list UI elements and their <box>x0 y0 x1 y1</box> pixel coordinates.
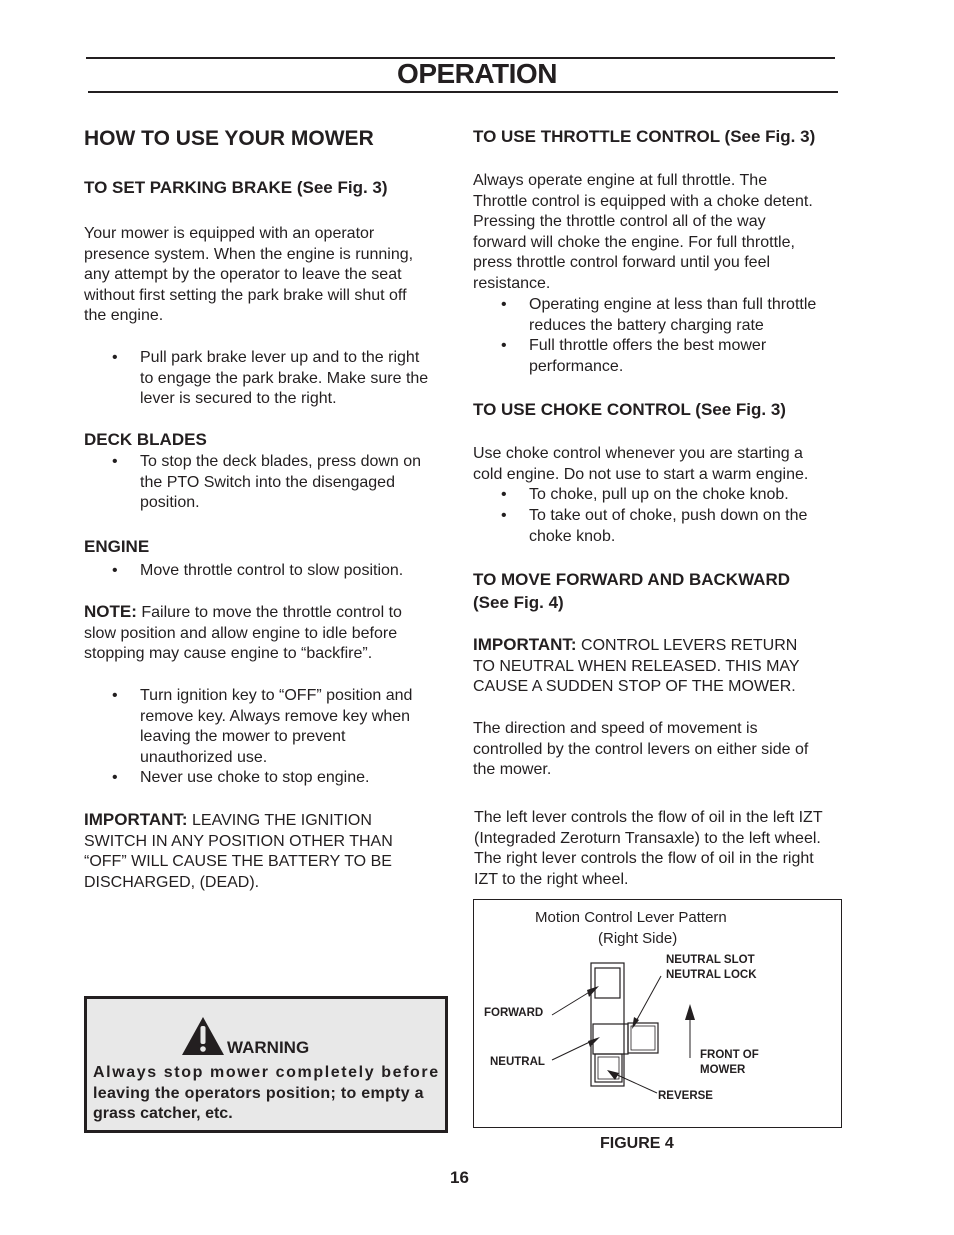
warning-text: Always stop mower completely before leaving the operators position; to empty a grass catcher, etc. <box>93 1064 440 1123</box>
figure-caption: FIGURE 4 <box>600 1135 674 1152</box>
lever-paragraph: The left lever controls the flow of oil in the left IZT (Integraded Zeroturn Transaxle) to the left wheel. The right lever controls the flow of oil in the right IZT to the right wheel. <box>474 809 823 888</box>
direction-paragraph: The direction and speed of movement is controlled by the control levers on either side of the mower. <box>473 720 809 779</box>
deck-blades-heading: DECK BLADES <box>84 430 207 449</box>
label-front-of-mower: FRONT OF MOWER <box>700 1049 759 1076</box>
parking-brake-paragraph: Your mower is equipped with an operator presence system. When the engine is running, any attempt by the operator to leave the seat without first setting the park brake will shut off the engine. <box>84 225 414 325</box>
throttle-heading: TO USE THROTTLE CONTROL (See Fig. 3) <box>473 127 816 146</box>
page-number: 16 <box>450 1168 469 1187</box>
header-bottom-rule <box>88 91 838 93</box>
note-paragraph: NOTE: Failure to move the throttle control to slow position and allow engine to idle before stopping may cause engine to “backfire”. <box>84 602 402 663</box>
throttle-paragraph: Always operate engine at full throttle. The Throttle control is equipped with a choke detent. Pressing the throttle control all of the way forward will choke the engine. For full throttle, press throttle control forward until you feel resistance. <box>473 172 813 292</box>
page-title: OPERATION <box>397 58 557 89</box>
label-neutral: NEUTRAL <box>490 1056 545 1068</box>
warning-box <box>84 996 448 1133</box>
label-forward: FORWARD <box>484 1007 544 1019</box>
label-reverse: REVERSE <box>658 1090 713 1102</box>
important-label-right: IMPORTANT: <box>473 635 577 654</box>
move-heading: TO MOVE FORWARD AND BACKWARD (See Fig. 4) <box>473 570 791 612</box>
parking-brake-heading: TO SET PARKING BRAKE (See Fig. 3) <box>84 178 388 197</box>
important-levers-paragraph: IMPORTANT: CONTROL LEVERS RETURN TO NEUTRAL WHEN RELEASED. THIS MAY CAUSE A SUDDEN STOP OF THE MOWER. <box>473 635 800 696</box>
engine-heading: ENGINE <box>84 537 150 556</box>
important-label: IMPORTANT: <box>84 810 188 829</box>
label-neutral-slot: NEUTRAL SLOT NEUTRAL LOCK <box>666 954 757 981</box>
warning-label: WARNING <box>227 1038 310 1057</box>
important-ignition-paragraph: IMPORTANT: LEAVING THE IGNITION SWITCH IN ANY POSITION OTHER THAN “OFF” WILL CAUSE THE BATTERY TO BE DISCHARGED, (DEAD). <box>84 810 393 891</box>
warning-triangle-icon <box>181 1016 225 1056</box>
note-label: NOTE: <box>84 602 137 621</box>
section-heading: HOW TO USE YOUR MOWER <box>84 127 374 150</box>
choke-paragraph: Use choke control whenever you are starting a cold engine. Do not use to start a warm engine. <box>473 445 809 483</box>
figure-4-diagram: Motion Control Lever Pattern (Right Side) NEUTRAL SLOT NEUTRAL LOCK FORWARD NEUTRAL FRONT OF MOWER REVERSE <box>473 899 842 1128</box>
choke-heading: TO USE CHOKE CONTROL (See Fig. 3) <box>473 400 786 419</box>
